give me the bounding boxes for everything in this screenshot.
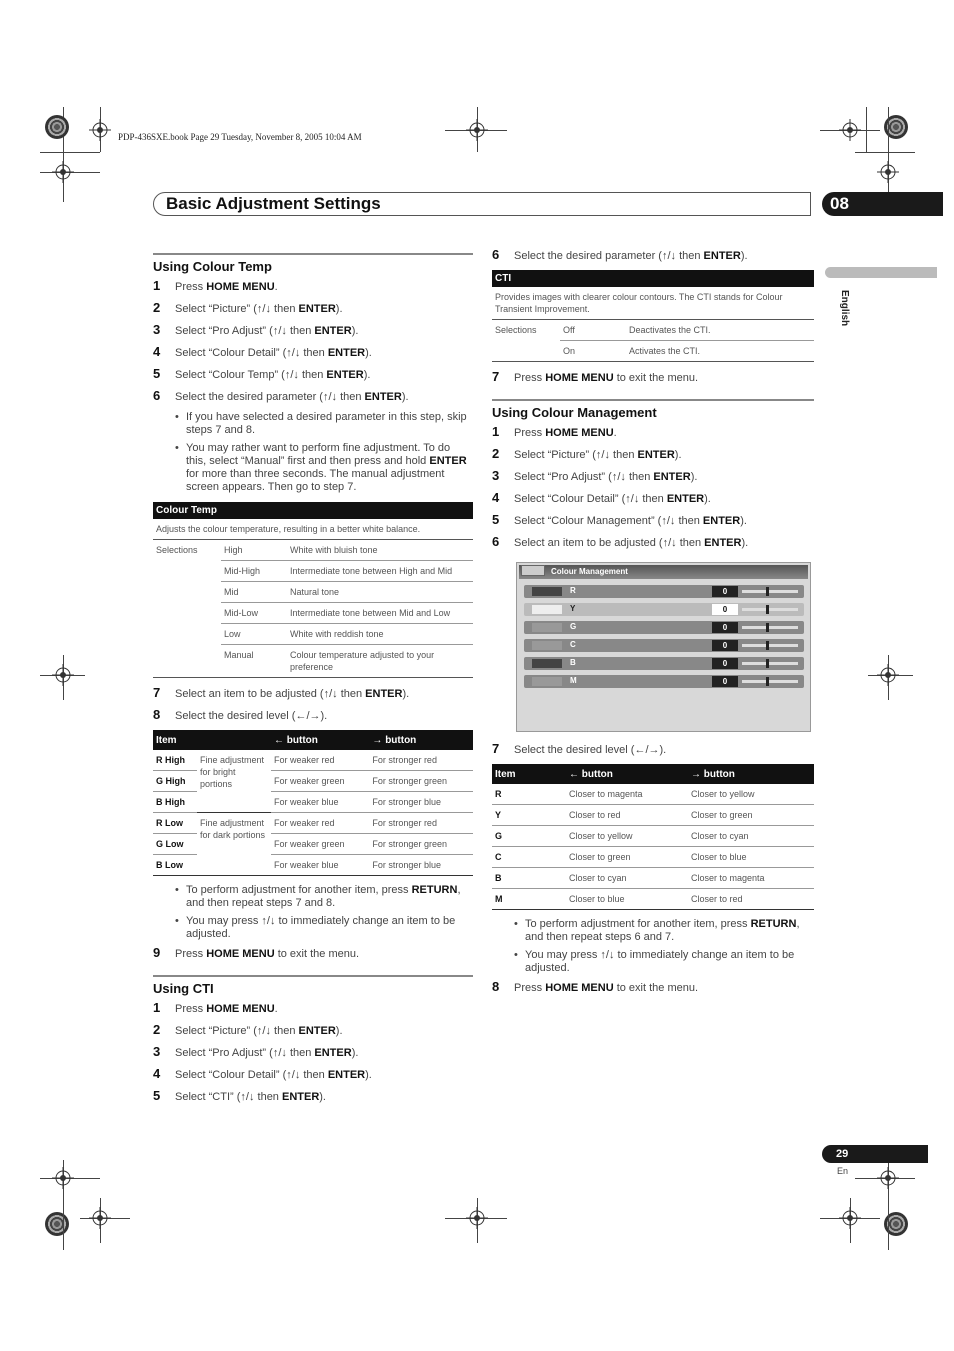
key-label: ENTER <box>281 1091 320 1103</box>
selections-label <box>153 582 221 603</box>
step <box>153 345 473 360</box>
step <box>153 708 473 723</box>
colour-name: B <box>570 658 576 667</box>
step <box>492 980 814 995</box>
slider-knob <box>766 677 769 686</box>
key-label: RETURN <box>411 884 458 896</box>
selections-label <box>492 341 560 362</box>
left-button-effect: Closer to cyan <box>566 868 688 889</box>
note-item <box>175 411 473 437</box>
registration-disc <box>45 1212 69 1236</box>
key-label: HOME MENU <box>545 982 614 994</box>
slider-track <box>742 662 798 665</box>
table-row <box>153 624 473 645</box>
left-button-effect: For weaker red <box>271 813 369 834</box>
bullet-icon: • <box>514 918 518 930</box>
step <box>492 469 814 484</box>
right-button-effect: Closer to red <box>688 889 814 910</box>
key-label: ENTER <box>298 1025 336 1037</box>
option-name: Low <box>221 624 287 645</box>
option-description: Activates the CTI. <box>626 341 814 362</box>
table-row <box>153 561 473 582</box>
option-name: Manual <box>221 645 287 678</box>
table-row <box>492 784 814 805</box>
colour-name: R <box>570 586 576 595</box>
left-button-effect: Closer to green <box>566 847 688 868</box>
right-button-effect: Closer to magenta <box>688 868 814 889</box>
item-name: G Low <box>153 834 197 855</box>
colour-swatch <box>532 623 562 632</box>
selections-label <box>153 645 221 678</box>
table-row <box>153 750 473 771</box>
table-row <box>153 603 473 624</box>
key-label: ENTER <box>702 515 741 527</box>
option-description: White with reddish tone <box>287 624 473 645</box>
step <box>153 279 473 294</box>
slider-track <box>742 608 798 611</box>
colour-value: 0 <box>712 604 738 615</box>
colour-value: 0 <box>712 622 738 633</box>
colour-swatch <box>532 677 562 686</box>
print-info: PDP-436SXE.book Page 29 Tuesday, November 8, 2005 10:04 AM <box>118 132 362 142</box>
table-row <box>492 805 814 826</box>
left-column <box>153 253 473 1111</box>
colour-row <box>524 621 804 634</box>
right-button-effect: For stronger blue <box>369 792 473 813</box>
step-text: Select “Picture” (↑/↓ then ENTER). <box>175 303 343 315</box>
colour-name: Y <box>570 604 576 613</box>
table-row <box>153 813 473 834</box>
slider-knob <box>766 587 769 596</box>
step <box>153 1089 473 1104</box>
step-number: 1 <box>153 278 161 293</box>
registration-target-icon <box>839 1207 861 1229</box>
right-button-effect: Closer to cyan <box>688 826 814 847</box>
key-label: ENTER <box>298 303 336 315</box>
step-text: Select the desired level (←/→). <box>514 744 667 756</box>
step-text: Press HOME MENU to exit the menu. <box>175 948 360 960</box>
colour-value: 0 <box>712 586 738 597</box>
step-text: Press HOME MENU to exit the menu. <box>514 982 699 994</box>
item-name: B High <box>153 792 197 813</box>
key-label: ENTER <box>703 250 741 262</box>
key-label: HOME MENU <box>206 281 275 293</box>
menu-icon <box>521 565 545 576</box>
step-number: 9 <box>153 945 161 960</box>
left-button-effect: Closer to blue <box>566 889 688 910</box>
option-description: Intermediate tone between Mid and Low <box>287 603 473 624</box>
step-number: 5 <box>153 1088 161 1103</box>
item-name: G <box>492 826 566 847</box>
key-label: HOME MENU <box>545 372 614 384</box>
key-label: ENTER <box>314 1047 352 1059</box>
step-number: 5 <box>153 366 161 381</box>
step <box>492 513 814 528</box>
step-text: Select the desired parameter (↑/↓ then ENTER). <box>514 250 748 262</box>
key-label: HOME MENU <box>206 948 275 960</box>
colour-swatch <box>532 587 562 596</box>
option-name: On <box>560 341 626 362</box>
step <box>492 535 814 550</box>
section-title-colour-management: Using Colour Management <box>492 399 814 420</box>
key-label: ENTER <box>326 369 364 381</box>
page-title: Basic Adjustment Settings <box>166 194 381 213</box>
colour-swatch <box>532 641 562 650</box>
column-item: Item <box>153 730 271 750</box>
key-label: ENTER <box>704 537 742 549</box>
step-number: 7 <box>492 369 500 384</box>
colour-temp-step-7 <box>153 686 473 701</box>
table-row <box>153 645 473 678</box>
section-title-colour-temp: Using Colour Temp <box>153 253 473 274</box>
option-description: Deactivates the CTI. <box>626 320 814 341</box>
note-text: To perform adjustment for another item, press RETURN, and then repeat steps 7 and 8. <box>186 884 461 909</box>
step-text: Select “Pro Adjust” (↑/↓ then ENTER). <box>514 471 698 483</box>
colour-row <box>524 639 804 652</box>
colour-temp-step-8 <box>153 708 473 723</box>
registration-disc <box>45 115 69 139</box>
step-number: 8 <box>492 979 500 994</box>
colour-value: 0 <box>712 640 738 651</box>
step-text: Select “Pro Adjust” (↑/↓ then ENTER). <box>175 325 359 337</box>
step <box>492 491 814 506</box>
key-label: ENTER <box>637 449 675 461</box>
step <box>153 1067 473 1082</box>
cti-table <box>492 270 814 362</box>
note-item <box>175 915 473 941</box>
item-group: Fine adjustment for dark portions <box>197 813 271 876</box>
registration-target-icon <box>839 119 861 141</box>
colour-management-notes <box>492 918 814 975</box>
table-row <box>492 320 814 341</box>
column-right-button: → button <box>369 730 473 750</box>
note-item <box>175 442 473 494</box>
step-text: Select “Colour Detail” (↑/↓ then ENTER). <box>175 347 372 359</box>
column-left-button: ← button <box>566 764 688 784</box>
key-label: HOME MENU <box>545 427 614 439</box>
step <box>153 1001 473 1016</box>
step-text: Press HOME MENU to exit the menu. <box>514 372 699 384</box>
step-number: 2 <box>153 300 161 315</box>
step-number: 3 <box>492 468 500 483</box>
item-name: R High <box>153 750 197 771</box>
table-row <box>492 889 814 910</box>
colour-row <box>524 603 804 616</box>
colour-swatch <box>532 605 562 614</box>
step <box>492 425 814 440</box>
selections-label: Selections <box>495 325 537 335</box>
table-row <box>153 582 473 603</box>
key-label: ENTER <box>327 1069 366 1081</box>
right-column <box>492 248 814 1002</box>
note-text: If you have selected a desired parameter in this step, skip steps 7 and 8. <box>186 411 467 436</box>
item-name: M <box>492 889 566 910</box>
column-item: Item <box>492 764 566 784</box>
colour-management-step-7 <box>492 742 814 757</box>
step <box>153 686 473 701</box>
table-row <box>492 868 814 889</box>
slider-track <box>742 590 798 593</box>
table-row <box>492 826 814 847</box>
right-button-effect: For stronger red <box>369 813 473 834</box>
colour-name: M <box>570 676 577 685</box>
crop-mark <box>855 152 915 153</box>
step-number: 7 <box>492 741 500 756</box>
bullet-icon: • <box>175 411 179 423</box>
bullet-icon: • <box>175 915 179 927</box>
step-number: 4 <box>492 490 500 505</box>
option-description: White with bluish tone <box>287 540 473 561</box>
option-description: Intermediate tone between High and Mid <box>287 561 473 582</box>
cti-step-7 <box>492 370 814 385</box>
step-text: Press HOME MENU. <box>514 427 617 439</box>
key-label: HOME MENU <box>206 1003 275 1015</box>
step <box>492 742 814 757</box>
colour-row <box>524 585 804 598</box>
step <box>153 389 473 404</box>
bullet-icon: • <box>514 949 518 961</box>
step-text: Select “Colour Temp” (↑/↓ then ENTER). <box>175 369 371 381</box>
registration-target-icon <box>877 664 899 686</box>
right-button-effect: For stronger green <box>369 834 473 855</box>
left-button-effect: For weaker green <box>271 771 369 792</box>
colour-temp-notes-2 <box>153 884 473 941</box>
colour-temp-table <box>153 502 473 678</box>
step-text: Select “Colour Detail” (↑/↓ then ENTER). <box>514 493 711 505</box>
slider-knob <box>766 641 769 650</box>
registration-target-icon <box>52 664 74 686</box>
left-button-effect: For weaker blue <box>271 855 369 876</box>
selections-table <box>492 320 814 362</box>
step-number: 3 <box>153 1044 161 1059</box>
column-right-button: → button <box>688 764 814 784</box>
item-name: B Low <box>153 855 197 876</box>
left-button-effect: Closer to yellow <box>566 826 688 847</box>
key-label: ENTER <box>429 455 467 467</box>
key-label: RETURN <box>750 918 797 930</box>
header-bar <box>153 192 811 216</box>
option-description: Colour temperature adjusted to your preference <box>287 645 473 678</box>
left-button-effect: Closer to magenta <box>566 784 688 805</box>
chapter-number: 08 <box>822 192 943 216</box>
slider-knob <box>766 605 769 614</box>
step <box>153 323 473 338</box>
step-number: 6 <box>153 388 161 403</box>
step-text: Select “Picture” (↑/↓ then ENTER). <box>514 449 682 461</box>
note-text: You may rather want to perform fine adjustment. To do this, select “Manual” first and then press and hold ENTER for more than three seconds. The manual adjustment screen appears. Then go to step 7. <box>186 442 467 493</box>
item-name: R Low <box>153 813 197 834</box>
registration-target-icon <box>466 119 488 141</box>
table-row <box>153 540 473 561</box>
table-header-row <box>492 764 814 784</box>
colour-temp-notes <box>153 411 473 494</box>
step <box>153 367 473 382</box>
cti-steps <box>153 1001 473 1104</box>
bullet-icon: • <box>175 442 179 454</box>
colour-temp-adjust-table <box>153 730 473 876</box>
note-item <box>514 918 814 944</box>
left-button-effect: Closer to red <box>566 805 688 826</box>
colour-name: G <box>570 622 577 631</box>
left-button-effect: For weaker red <box>271 750 369 771</box>
bullet-icon: • <box>175 884 179 896</box>
right-button-effect: Closer to green <box>688 805 814 826</box>
item-name: B <box>492 868 566 889</box>
left-button-effect: For weaker blue <box>271 792 369 813</box>
step <box>492 248 814 263</box>
table-header-row <box>153 730 473 750</box>
colour-swatch <box>532 659 562 668</box>
selections-label: Selections <box>156 545 198 555</box>
registration-target-icon <box>877 161 899 183</box>
step <box>153 1023 473 1038</box>
option-description: Natural tone <box>287 582 473 603</box>
crop-mark <box>888 107 889 202</box>
note-text: To perform adjustment for another item, press RETURN, and then repeat steps 6 and 7. <box>525 918 800 943</box>
colour-management-adjust-table <box>492 764 814 910</box>
item-name: Y <box>492 805 566 826</box>
option-name: Off <box>560 320 626 341</box>
table-row <box>492 341 814 362</box>
colour-value: 0 <box>712 676 738 687</box>
slider-knob <box>766 623 769 632</box>
item-name: C <box>492 847 566 868</box>
step <box>153 301 473 316</box>
right-button-effect: For stronger red <box>369 750 473 771</box>
step-number: 1 <box>492 424 500 439</box>
key-label: ENTER <box>653 471 691 483</box>
column-left-button: ← button <box>271 730 369 750</box>
selections-label <box>153 603 221 624</box>
table-header: Colour Temp <box>153 502 473 519</box>
colour-temp-steps <box>153 279 473 404</box>
note-text: You may press ↑/↓ to immediately change an item to be adjusted. <box>186 915 456 940</box>
step-number: 4 <box>153 344 161 359</box>
slider-knob <box>766 659 769 668</box>
step <box>492 370 814 385</box>
step-text: Select the desired parameter (↑/↓ then ENTER). <box>175 391 409 403</box>
key-label: ENTER <box>314 325 352 337</box>
registration-target-icon <box>89 1207 111 1229</box>
option-name: Mid-Low <box>221 603 287 624</box>
step-number: 7 <box>153 685 161 700</box>
colour-row <box>524 657 804 670</box>
step-number: 2 <box>153 1022 161 1037</box>
table-header: CTI <box>492 270 814 287</box>
colour-management-screen <box>516 562 811 732</box>
table-row <box>492 847 814 868</box>
key-label: ENTER <box>666 493 705 505</box>
registration-target-icon <box>52 161 74 183</box>
registration-target-icon <box>89 119 111 141</box>
selections-table <box>153 540 473 678</box>
colour-management-steps <box>492 425 814 550</box>
step-text: Select “Pro Adjust” (↑/↓ then ENTER). <box>175 1047 359 1059</box>
cti-step-6 <box>492 248 814 263</box>
key-label: ENTER <box>364 391 402 403</box>
colour-temp-step-9 <box>153 946 473 961</box>
left-button-effect: For weaker green <box>271 834 369 855</box>
step-number: 2 <box>492 446 500 461</box>
registration-target-icon <box>877 1167 899 1189</box>
right-button-effect: Closer to blue <box>688 847 814 868</box>
step <box>153 946 473 961</box>
right-button-effect: For stronger blue <box>369 855 473 876</box>
item-name: R <box>492 784 566 805</box>
step-number: 8 <box>153 707 161 722</box>
step-number: 1 <box>153 1000 161 1015</box>
step-text: Select the desired level (←/→). <box>175 710 328 722</box>
slider-track <box>742 644 798 647</box>
step <box>153 1045 473 1060</box>
option-name: High <box>221 540 287 561</box>
key-label: ENTER <box>327 347 366 359</box>
table-description: Adjusts the colour temperature, resulting in a better white balance. <box>153 519 473 540</box>
key-label: ENTER <box>365 688 403 700</box>
step-text: Press HOME MENU. <box>175 1003 278 1015</box>
step-text: Press HOME MENU. <box>175 281 278 293</box>
selections-label <box>153 561 221 582</box>
note-text: You may press ↑/↓ to immediately change an item to be adjusted. <box>525 949 795 974</box>
step-number: 3 <box>153 322 161 337</box>
selections-label <box>153 624 221 645</box>
step-number: 6 <box>492 534 500 549</box>
step-text: Select an item to be adjusted (↑/↓ then ENTER). <box>514 537 749 549</box>
page-number: 29 <box>822 1145 928 1163</box>
note-item <box>175 884 473 910</box>
registration-target-icon <box>52 1167 74 1189</box>
colour-row <box>524 675 804 688</box>
language-label: English <box>839 290 850 327</box>
step-text: Select “Colour Detail” (↑/↓ then ENTER). <box>175 1069 372 1081</box>
note-item <box>514 949 814 975</box>
step-number: 5 <box>492 512 500 527</box>
step-text: Select “Picture” (↑/↓ then ENTER). <box>175 1025 343 1037</box>
colour-management-step-8 <box>492 980 814 995</box>
slider-track <box>742 626 798 629</box>
colour-name: C <box>570 640 576 649</box>
language-tab <box>825 267 937 278</box>
colour-value: 0 <box>712 658 738 669</box>
right-button-effect: Closer to yellow <box>688 784 814 805</box>
step-number: 6 <box>492 247 500 262</box>
step-number: 4 <box>153 1066 161 1081</box>
option-name: Mid-High <box>221 561 287 582</box>
section-title-cti: Using CTI <box>153 975 473 996</box>
option-name: Mid <box>221 582 287 603</box>
step-text: Select “CTI” (↑/↓ then ENTER). <box>175 1091 326 1103</box>
page-language: En <box>837 1166 849 1176</box>
item-name: G High <box>153 771 197 792</box>
slider-track <box>742 680 798 683</box>
step <box>492 447 814 462</box>
crop-mark <box>40 152 100 153</box>
table-description: Provides images with clearer colour contours. The CTI stands for Colour Transient Improvement. <box>492 287 814 320</box>
step-text: Select an item to be adjusted (↑/↓ then ENTER). <box>175 688 410 700</box>
step-text: Select “Colour Management” (↑/↓ then ENTER). <box>514 515 747 527</box>
registration-target-icon <box>466 1207 488 1229</box>
screen-title: Colour Management <box>519 565 808 579</box>
item-group: Fine adjustment for bright portions <box>197 750 271 813</box>
right-button-effect: For stronger green <box>369 771 473 792</box>
